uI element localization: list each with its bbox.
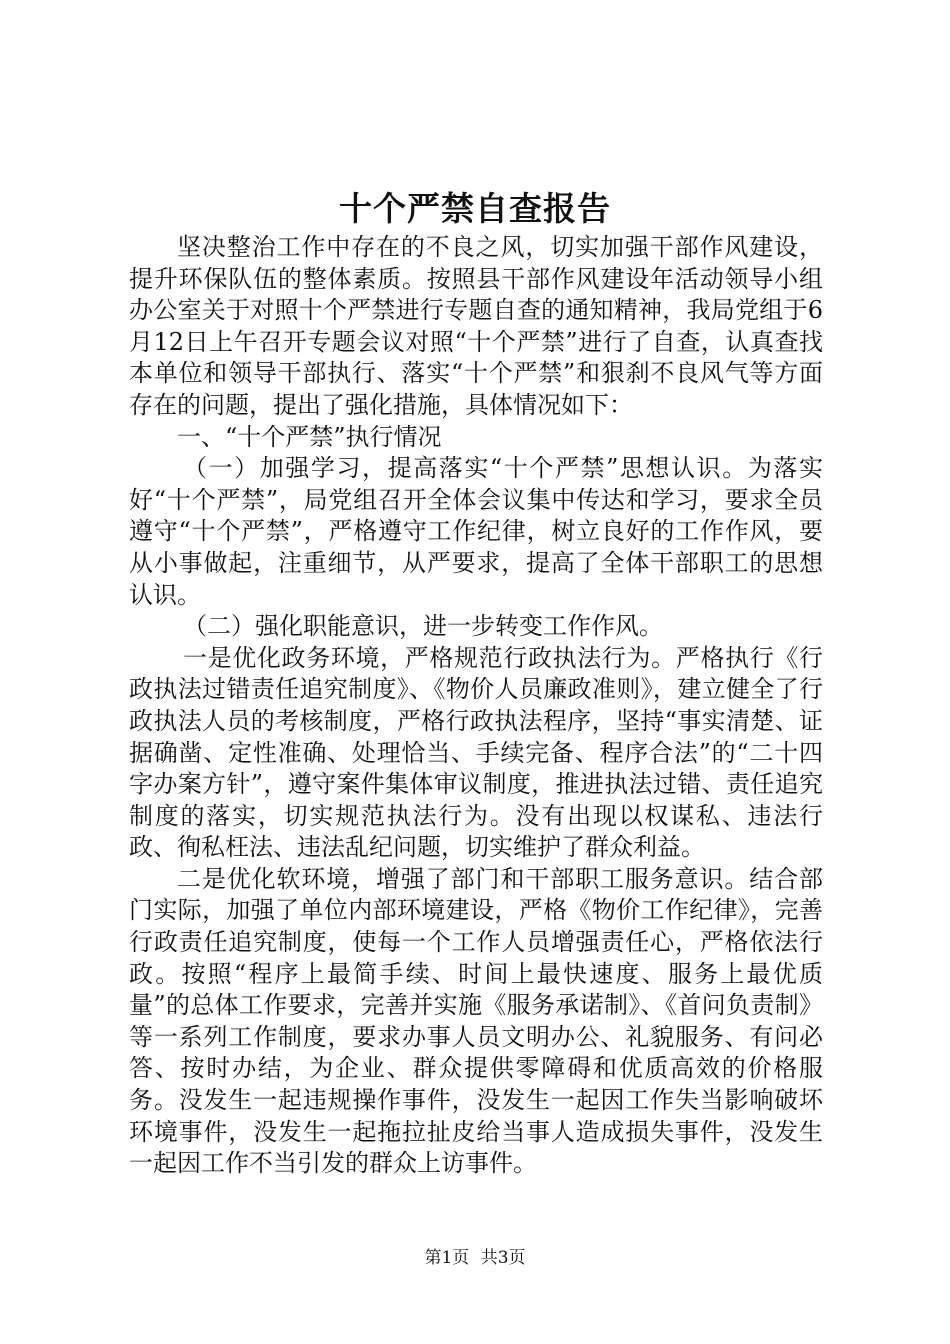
subsection-heading-2: （二）强化职能意识，进一步转变工作作风。 xyxy=(183,612,663,641)
section-heading-1: 一、“十个严禁”执行情况 xyxy=(177,422,442,451)
page-number: 第1页 xyxy=(424,1248,470,1268)
subsection-paragraph-1: （一）加强学习，提高落实“十个严禁”思想认识。为落实好“十个严禁”，局党组召开全体会议集中传达和学习，要求全员遵守“十个严禁”，严格遵守工作纪律，树立良好的工作作风，要从小事做起，注重细节，从严要求，提高了全体干部职工的思想认识。 xyxy=(129,454,823,609)
page-total: 共3页 xyxy=(480,1248,526,1268)
body-paragraph-first-point: 一是优化政务环境，严格规范行政执法行为。严格执行《行政执法过错责任追究制度》、《物价人员廉政准则》，建立健全了行政执法人员的考核制度，严格行政执法程序，坚持“事实清楚、证据确凿、定性准确、处理恰当、手续完备、程序合法”的“二十四字办案方针”，遵守案件集体审议制度，推进执法过错、责任追究制度的落实，切实规范执法行为。没有出现以权谋私、违法行政、徇私枉法、违法乱纪问题，切实维护了群众利益。 xyxy=(129,643,823,862)
intro-paragraph: 坚决整治工作中存在的不良之风，切实加强干部作风建设，提升环保队伍的整体素质。按照县干部作风建设年活动领导小组办公室关于对照十个严禁进行专题自查的通知精神，我局党组于6月12日上午召开专题会议对照“十个严禁”进行了自查，认真查找本单位和领导干部执行、落实“十个严禁”和狠刹不良风气等方面存在的问题，提出了强化措施，具体情况如下： xyxy=(129,233,823,419)
document-body xyxy=(129,232,823,1180)
body-paragraph-second-point: 二是优化软环境，增强了部门和干部职工服务意识。结合部门实际，加强了单位内部环境建设，严格《物价工作纪律》，完善行政责任追究制度，使每一个工作人员增强责任心，严格依法行政。按照“程序上最简手续、时间上最快速度、服务上最优质量”的总体工作要求，完善并实施《服务承诺制》、《首问负责制》等一系列工作制度，要求办事人员文明办公、礼貌服务、有问必答、按时办结，为企业、群众提供零障碍和优质高效的价格服务。没发生一起违规操作事件，没发生一起因工作失当影响破坏环境事件，没发生一起拖拉扯皮给当事人造成损失事件，没发生一起因工作不当引发的群众上访事件。 xyxy=(129,864,823,1178)
page-title: 十个严禁自查报告 xyxy=(339,189,611,228)
page-footer xyxy=(0,1243,950,1268)
